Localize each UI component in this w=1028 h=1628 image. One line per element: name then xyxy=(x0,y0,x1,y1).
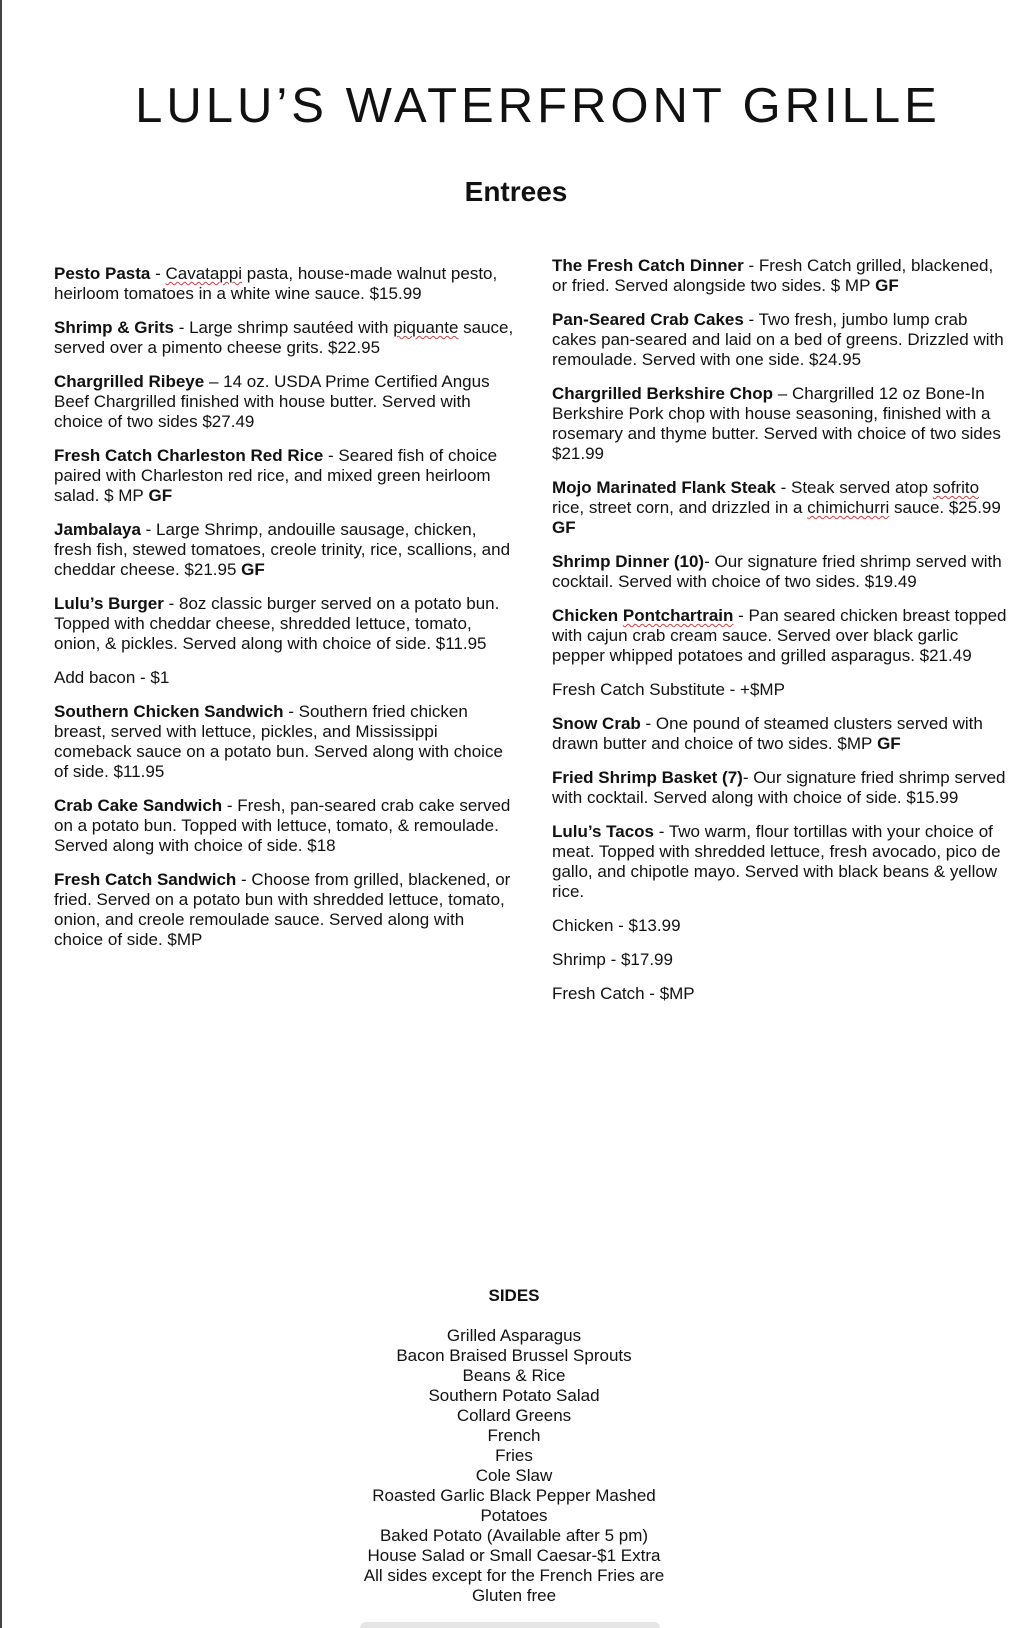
side-item: Roasted Garlic Black Pepper Mashed xyxy=(372,1486,656,1505)
entrees-right-column xyxy=(552,256,1012,1018)
side-item: Grilled Asparagus xyxy=(446,1326,582,1345)
gluten-free-badge: GF xyxy=(143,486,173,505)
menu-item-description: - Two warm, flour tortillas with your choice of meat. Topped with shredded lettuce, fresh avocado, pico de gallo, and chipotle mayo. Served with black beans & yellow rice. xyxy=(552,822,1001,901)
side-item: Fries xyxy=(495,1446,533,1465)
menu-item-jambalaya xyxy=(54,520,514,580)
menu-item-description: - Our signature fried shrimp served with cocktail. Served along with choice of side. $15.99 xyxy=(552,768,1006,807)
taco-option: Chicken - $13.99 xyxy=(552,916,681,935)
menu-item-name: Fried Shrimp Basket (7) xyxy=(552,768,743,787)
restaurant-title: LULU’S WATERFRONT GRILLE xyxy=(135,79,941,133)
side-item: Collard Greens xyxy=(456,1406,572,1425)
menu-item-name: Pesto Pasta xyxy=(54,264,151,283)
side-item: Potatoes xyxy=(480,1506,548,1525)
menu-item-fried-shrimp-basket-7 xyxy=(552,768,1012,808)
sides-list xyxy=(0,1326,1028,1606)
page-bottom-shadow xyxy=(360,1622,660,1628)
menu-item-description: - Two fresh, jumbo lump crab cakes pan-seared and laid on a bed of greens. Drizzled with remoulade. Served with one side. $24.95 xyxy=(552,310,1004,369)
menu-item-pesto-pasta xyxy=(54,264,514,304)
menu-item-description: - Cavatappi pasta, house-made walnut pesto, heirloom tomatoes in a white wine sauce. $15.99 xyxy=(54,264,498,303)
fresh-catch-substitute-option: Fresh Catch Substitute - +$MP xyxy=(552,680,785,699)
menu-item-name: Crab Cake Sandwich xyxy=(54,796,223,815)
menu-item-lulu-s-tacos xyxy=(552,822,1012,902)
menu-item-description: – 14 oz. USDA Prime Certified Angus Beef Chargrilled finished with house butter. Served with choice of two sides $27.49 xyxy=(54,372,490,431)
menu-item-description: - Our signature fried shrimp served with cocktail. Served with choice of two sides. $19.49 xyxy=(552,552,1002,591)
menu-item-crab-cake-sandwich xyxy=(54,796,514,856)
taco-option: Fresh Catch - $MP xyxy=(552,984,695,1003)
menu-item-description: - Steak served atop sofrito rice, street corn, and drizzled in a chimichurri sauce. $25.99 xyxy=(552,478,1001,517)
menu-item-description: – Chargrilled 12 oz Bone-In Berkshire Pork chop with house seasoning, finished with a rosemary and thyme butter. Served with choice of two sides $21.99 xyxy=(552,384,1001,463)
right-items-group-2 xyxy=(552,714,1012,902)
gluten-free-badge: GF xyxy=(552,518,576,537)
menu-item-description: - Seared fish of choice paired with Charleston red rice, and mixed green heirloom salad. $ MP xyxy=(54,446,498,505)
menu-item-mojo-marinated-flank-steak xyxy=(552,478,1012,538)
taco-options-list xyxy=(552,916,1012,1004)
menu-item-name: Fresh Catch Sandwich xyxy=(54,870,237,889)
menu-item-the-fresh-catch-dinner xyxy=(552,256,1012,296)
menu-item-description: - Large Shrimp, andouille sausage, chicken, fresh fish, stewed tomatoes, creole trinity, rice, scallions, and cheddar cheese. $21.95 xyxy=(54,520,511,579)
side-item: Southern Potato Salad xyxy=(428,1386,600,1405)
side-item: Beans & Rice xyxy=(462,1366,566,1385)
menu-item-name: Shrimp & Grits xyxy=(54,318,174,337)
menu-item-description: - One pound of steamed clusters served with drawn butter and choice of two sides. $MP xyxy=(552,714,983,753)
menu-item-shrimp-dinner-10 xyxy=(552,552,1012,592)
add-bacon-option: Add bacon - $1 xyxy=(54,668,170,687)
menu-item-description: - Southern fried chicken breast, served with lettuce, pickles, and Mississippi comeback sauce on a potato bun. Served along with choice of side. $11.95 xyxy=(54,702,503,781)
menu-item-name: Mojo Marinated Flank Steak xyxy=(552,478,776,497)
side-item: House Salad or Small Caesar-$1 Extra xyxy=(367,1546,661,1565)
gluten-free-badge: GF xyxy=(236,560,265,579)
menu-item-chargrilled-berkshire-chop xyxy=(552,384,1012,464)
menu-item-name: Southern Chicken Sandwich xyxy=(54,702,284,721)
menu-item-shrimp-grits xyxy=(54,318,514,358)
menu-item-description: - Choose from grilled, blackened, or fried. Served on a potato bun with shredded lettuce, tomato, onion, and creole remoulade sauce. Served along with choice of side. $MP xyxy=(54,870,511,949)
side-item: All sides except for the French Fries are xyxy=(363,1566,665,1585)
menu-item-lulu-s-burger xyxy=(54,594,514,654)
menu-item-name: Chargrilled Berkshire Chop xyxy=(552,384,774,403)
menu-item-fresh-catch-sandwich xyxy=(54,870,514,950)
menu-item-description: - Pan seared chicken breast topped with cajun crab cream sauce. Served over black garlic pepper whipped potatoes and grilled asparagus. $21.49 xyxy=(552,606,1007,665)
menu-item-name: Lulu’s Tacos xyxy=(552,822,655,841)
gluten-free-badge: GF xyxy=(870,276,899,295)
menu-item-description: - Fresh Catch grilled, blackened, or fried. Served alongside two sides. $ MP xyxy=(552,256,994,295)
menu-item-name: Fresh Catch Charleston Red Rice xyxy=(54,446,324,465)
side-item: Bacon Braised Brussel Sprouts xyxy=(396,1346,632,1365)
menu-item-chicken-pontchartrain xyxy=(552,606,1012,666)
menu-item-description: - 8oz classic burger served on a potato bun. Topped with cheddar cheese, shredded lettuce, tomato, onion, & pickles. Served along with choice of side. $11.95 xyxy=(54,594,500,653)
menu-item-name: Snow Crab xyxy=(552,714,641,733)
menu-item-fresh-catch-charleston-red-rice xyxy=(54,446,514,506)
right-items-group-1 xyxy=(552,256,1012,666)
menu-item-pan-seared-crab-cakes xyxy=(552,310,1012,370)
menu-item-name: Chicken Pontchartrain xyxy=(552,606,734,625)
menu-item-chargrilled-ribeye xyxy=(54,372,514,432)
menu-item-description: - Large shrimp sautéed with piquante sauce, served over a pimento cheese grits. $22.95 xyxy=(54,318,514,357)
menu-item-name: Shrimp Dinner (10) xyxy=(552,552,705,571)
side-item: Baked Potato (Available after 5 pm) xyxy=(379,1526,649,1545)
menu-item-southern-chicken-sandwich xyxy=(54,702,514,782)
menu-item-name: Chargrilled Ribeye xyxy=(54,372,205,391)
side-item: Gluten free xyxy=(471,1586,557,1605)
sides-section xyxy=(0,1286,1028,1606)
menu-item-description: - Fresh, pan-seared crab cake served on a potato bun. Topped with lettuce, tomato, & remoulade. Served along with choice of side. $18 xyxy=(54,796,511,855)
gluten-free-badge: GF xyxy=(872,734,901,753)
taco-option: Shrimp - $17.99 xyxy=(552,950,673,969)
section-title-entrees: Entrees xyxy=(464,176,568,207)
side-item: French xyxy=(487,1426,541,1445)
menu-item-snow-crab xyxy=(552,714,1012,754)
side-item: Cole Slaw xyxy=(475,1466,553,1485)
entrees-left-column xyxy=(54,264,514,964)
left-items-group-1 xyxy=(54,264,514,654)
menu-item-name: Jambalaya xyxy=(54,520,141,539)
menu-item-name: Pan-Seared Crab Cakes xyxy=(552,310,744,329)
menu-item-name: The Fresh Catch Dinner xyxy=(552,256,744,275)
left-items-group-2 xyxy=(54,702,514,950)
sides-title: SIDES xyxy=(488,1286,540,1305)
menu-item-name: Lulu’s Burger xyxy=(54,594,164,613)
